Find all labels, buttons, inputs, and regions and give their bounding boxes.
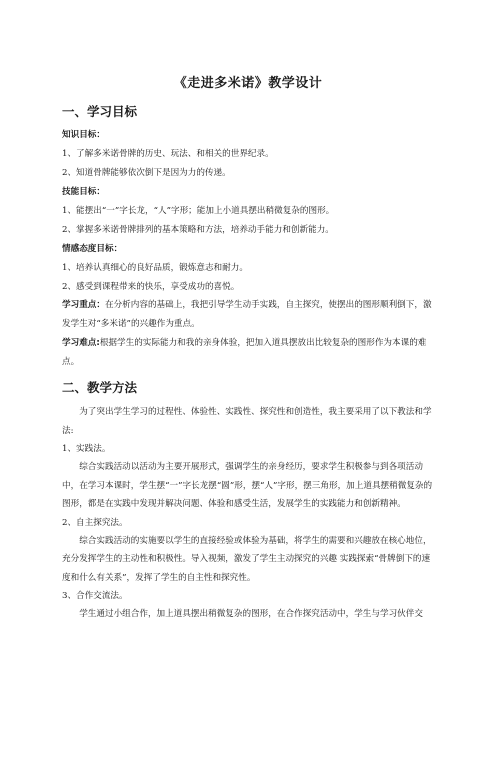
method-1-title: 1、实践法。 xyxy=(62,444,111,454)
method-2-title: 2、自主探究法。 xyxy=(62,517,128,528)
emotion-goal-label: 情感态度目标： xyxy=(62,244,123,254)
method-2-paragraph: 综合实践活动的实施要以学生的直接经验或体验为基础，将学生的需要和兴趣放在核心地位，充分发挥学生的主动性和积极性。导入视频，激发了学生主动探究的兴趣 实践探索“骨牌倒下的速度和什么有关系”，发挥了学生的自主性和探究性。 xyxy=(62,535,432,583)
method-3-paragraph: 学生通过小组合作，加上道具摆出稍微复杂的图形，在合作探究活动中，学生与学习伙伴交 xyxy=(79,609,423,619)
method-3-title: 3、合作交流法。 xyxy=(62,591,128,601)
method-1-paragraph: 综合实践活动以活动为主要开展形式，强调学生的亲身经历，要求学生积极参与到各项活动中，在学习本课时，学生摆“一”字长龙摆“圆”形，摆“人”字形，摆三角形，加上道具摆稍微复杂的图形，都是在实践中发现并解决问题、体验和感受生活，发展学生的实践能力和创新精神。 xyxy=(62,462,433,509)
document-page xyxy=(0,72,500,779)
difficult-point-label: 学习难点: xyxy=(62,338,100,348)
key-point-text: 在分析内容的基础上，我把引导学生动手实践，自主探究，使摆出的图形顺利倒下，激发学生对“多米诺”的兴趣作为重点。 xyxy=(62,300,432,329)
knowledge-goal-label: 知识目标： xyxy=(62,130,105,140)
page-title: 《走进多米诺》教学设计 xyxy=(173,76,323,91)
key-point-label: 学习重点： xyxy=(62,300,105,310)
emotion-goal-item: 2、感受到课程带来的快乐，享受成功的喜悦。 xyxy=(62,282,240,292)
difficult-point-text: 根据学生的实际能力和我的亲身体验，把加入道具摆放出比较复杂的图形作为本课的难点。 xyxy=(62,338,427,367)
skill-goal-item: 1、能摆出“一”字长龙，“人”字形；能加上小道具摆出稍微复杂的图形。 xyxy=(62,206,335,216)
key-point-paragraph xyxy=(62,296,434,333)
knowledge-goal-item: 1、了解多米诺骨牌的历史、玩法、和相关的世界纪录。 xyxy=(62,149,274,159)
emotion-goal-item: 1、培养认真细心的良好品质，锻炼意志和耐力。 xyxy=(62,263,248,273)
skill-goal-label: 技能目标： xyxy=(62,187,105,197)
difficult-point-paragraph xyxy=(62,334,434,371)
section2-heading: 二、教学方法 xyxy=(62,380,138,395)
knowledge-goal-item: 2、知道骨牌能够依次倒下是因为力的传递。 xyxy=(62,168,231,178)
skill-goal-item: 2、掌握多米诺骨牌排列的基本策略和方法，培养动手能力和创新能力。 xyxy=(62,225,334,235)
method-intro-paragraph: 为了突出学生学习的过程性、体验性、实践性、探究性和创造性，我主要采用了以下教法和学法: xyxy=(62,407,432,436)
section1-heading: 一、学习目标 xyxy=(62,104,138,119)
